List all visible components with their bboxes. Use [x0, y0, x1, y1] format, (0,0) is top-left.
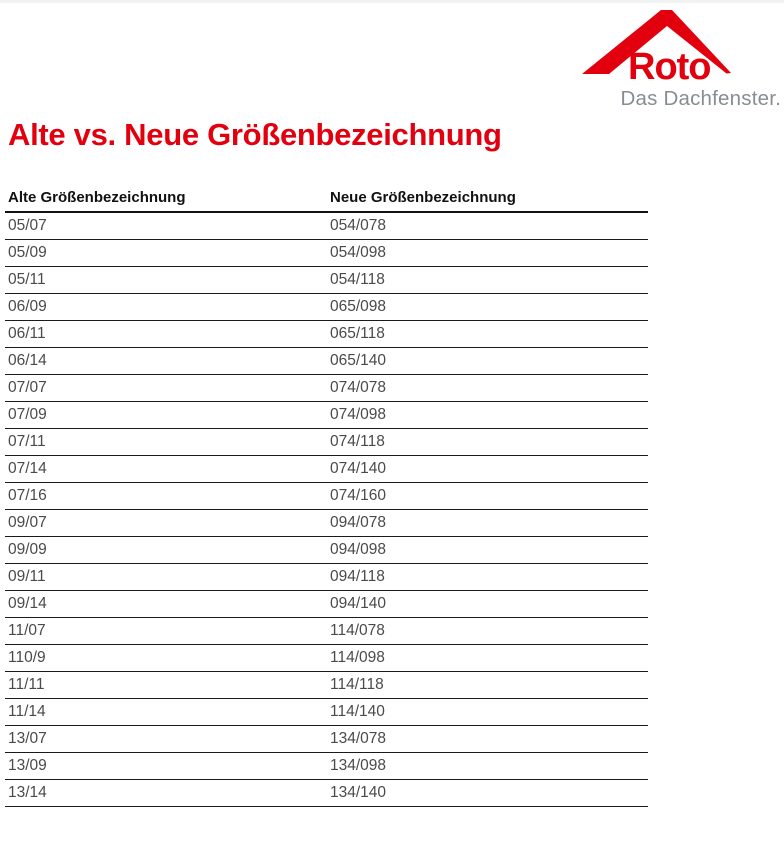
- old-size-cell: 09/14: [5, 590, 327, 617]
- size-conversion-table: [5, 186, 648, 807]
- table-row: [5, 347, 648, 374]
- new-size-cell: 114/140: [327, 698, 648, 725]
- new-size-cell: 134/078: [327, 725, 648, 752]
- table-row: [5, 590, 648, 617]
- old-size-cell: 13/14: [5, 779, 327, 806]
- new-size-cell: 054/098: [327, 239, 648, 266]
- table-row: [5, 644, 648, 671]
- new-size-cell: 114/118: [327, 671, 648, 698]
- old-size-cell: 110/9: [5, 644, 327, 671]
- old-size-cell: 06/09: [5, 293, 327, 320]
- new-size-cell: 065/118: [327, 320, 648, 347]
- new-size-cell: 094/078: [327, 509, 648, 536]
- table-row: [5, 563, 648, 590]
- new-size-cell: 094/140: [327, 590, 648, 617]
- column-header-new-size: Neue Größenbezeichnung: [327, 186, 648, 212]
- table-row: [5, 671, 648, 698]
- new-size-cell: 134/140: [327, 779, 648, 806]
- new-size-cell: 074/118: [327, 428, 648, 455]
- column-header-old-size: Alte Größenbezeichnung: [5, 186, 327, 212]
- table-row: [5, 401, 648, 428]
- new-size-cell: 054/078: [327, 212, 648, 239]
- table-row: [5, 266, 648, 293]
- roto-logo: [564, 0, 784, 112]
- table-row: [5, 779, 648, 806]
- old-size-cell: 07/16: [5, 482, 327, 509]
- table-row: [5, 239, 648, 266]
- table-row: [5, 320, 648, 347]
- brand-tagline: Das Dachfenster.: [620, 87, 781, 110]
- new-size-cell: 054/118: [327, 266, 648, 293]
- new-size-cell: 134/098: [327, 752, 648, 779]
- new-size-cell: 074/160: [327, 482, 648, 509]
- table-row: [5, 482, 648, 509]
- table-row: [5, 752, 648, 779]
- old-size-cell: 06/11: [5, 320, 327, 347]
- roto-roof-icon: [564, 0, 784, 85]
- table-row: [5, 374, 648, 401]
- old-size-cell: 09/11: [5, 563, 327, 590]
- new-size-cell: 074/140: [327, 455, 648, 482]
- new-size-cell: 094/118: [327, 563, 648, 590]
- old-size-cell: 07/14: [5, 455, 327, 482]
- table-row: [5, 698, 648, 725]
- old-size-cell: 06/14: [5, 347, 327, 374]
- old-size-cell: 13/07: [5, 725, 327, 752]
- new-size-cell: 065/098: [327, 293, 648, 320]
- old-size-cell: 09/09: [5, 536, 327, 563]
- table-row: [5, 428, 648, 455]
- old-size-cell: 07/11: [5, 428, 327, 455]
- old-size-cell: 11/14: [5, 698, 327, 725]
- table-row: [5, 509, 648, 536]
- brand-wordmark: Roto: [628, 46, 711, 85]
- table-row: [5, 617, 648, 644]
- page-title: Alte vs. Neue Größenbezeichnung: [8, 117, 502, 152]
- table-row: [5, 293, 648, 320]
- new-size-cell: 094/098: [327, 536, 648, 563]
- new-size-cell: 114/098: [327, 644, 648, 671]
- old-size-cell: 09/07: [5, 509, 327, 536]
- new-size-cell: 074/098: [327, 401, 648, 428]
- table-header-row: [5, 186, 648, 212]
- old-size-cell: 13/09: [5, 752, 327, 779]
- table-body: [5, 212, 648, 806]
- old-size-cell: 07/09: [5, 401, 327, 428]
- old-size-cell: 07/07: [5, 374, 327, 401]
- old-size-cell: 11/11: [5, 671, 327, 698]
- new-size-cell: 114/078: [327, 617, 648, 644]
- new-size-cell: 074/078: [327, 374, 648, 401]
- table-row: [5, 725, 648, 752]
- old-size-cell: 11/07: [5, 617, 327, 644]
- old-size-cell: 05/09: [5, 239, 327, 266]
- table-row: [5, 455, 648, 482]
- table-row: [5, 536, 648, 563]
- old-size-cell: 05/11: [5, 266, 327, 293]
- table-row: [5, 212, 648, 239]
- old-size-cell: 05/07: [5, 212, 327, 239]
- new-size-cell: 065/140: [327, 347, 648, 374]
